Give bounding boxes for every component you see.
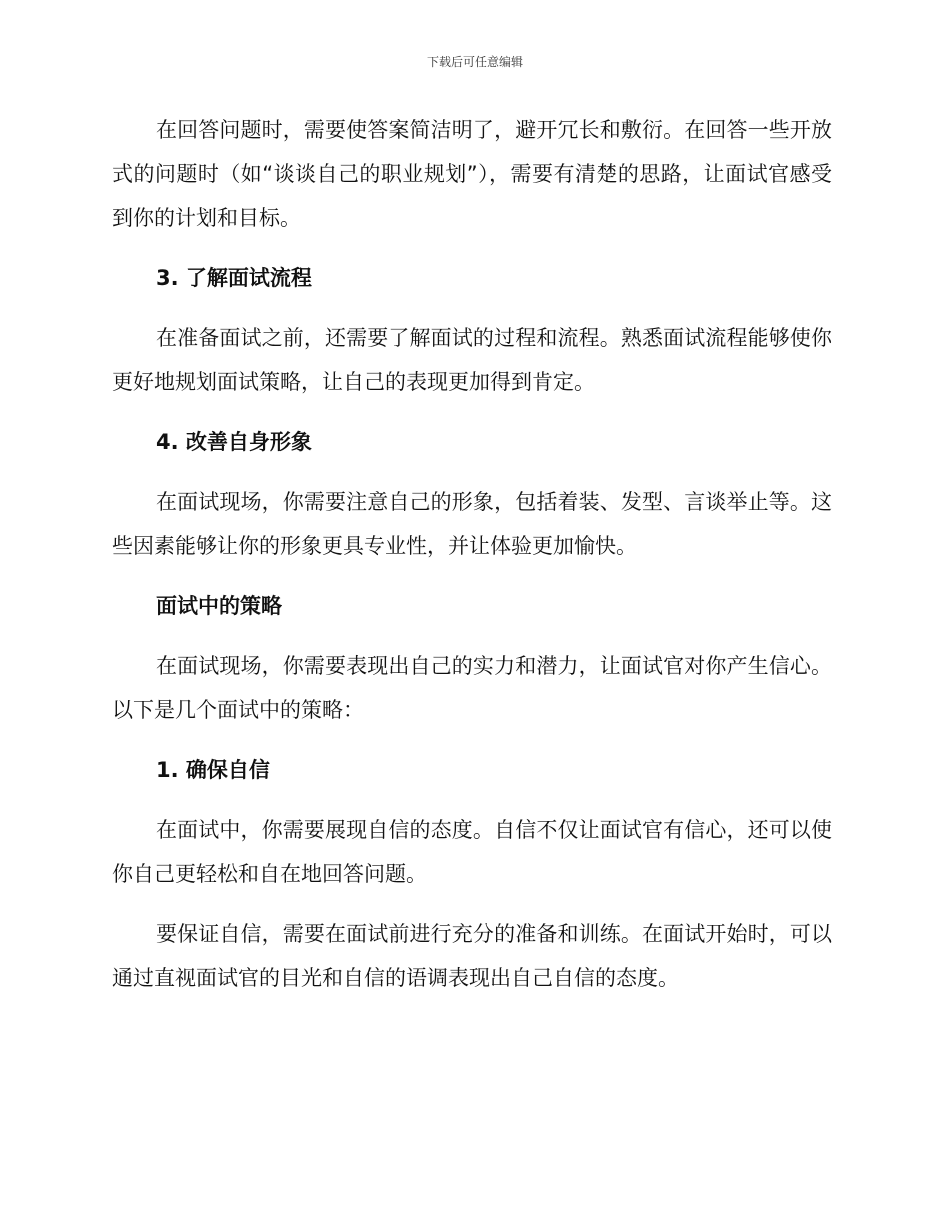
heading-understand-process: 3. 了解面试流程 xyxy=(156,266,312,290)
paragraph-confidence: 在面试中，你需要展现自信的态度。自信不仅让面试官有信心，还可以使你自己更轻松和自在地回答问题。 xyxy=(112,818,832,886)
paragraph-process: 在准备面试之前，还需要了解面试的过程和流程。熟悉面试流程能够使你更好地规划面试策略，让自己的表现更加得到肯定。 xyxy=(112,326,832,394)
spacer xyxy=(112,300,832,316)
spacer xyxy=(112,464,832,480)
paragraph-strategy-intro: 在面试现场，你需要表现出自己的实力和潜力，让面试官对你产生信心。以下是几个面试中的策略： xyxy=(112,654,832,722)
paragraph-confidence-prep: 要保证自信，需要在面试前进行充分的准备和训练。在面试开始时，可以通过直视面试官的目光和自信的语调表现出自己自信的态度。 xyxy=(112,922,832,990)
spacer xyxy=(112,732,832,748)
paragraph-image: 在面试现场，你需要注意自己的形象，包括着装、发型、言谈举止等。这些因素能够让你的形象更具专业性，并让体验更加愉快。 xyxy=(112,490,832,558)
spacer xyxy=(112,404,832,420)
page-header: 下载后可任意编辑 xyxy=(426,55,523,69)
spacer xyxy=(112,240,832,256)
heading-confidence: 1. 确保自信 xyxy=(156,758,270,782)
paragraph-answer-concise: 在回答问题时，需要使答案简洁明了，避开冗长和敷衍。在回答一些开放式的问题时（如“谈谈自己的职业规划”），需要有清楚的思路，让面试官感受到你的计划和目标。 xyxy=(112,118,832,230)
spacer xyxy=(112,792,832,808)
spacer xyxy=(112,896,832,912)
document-body xyxy=(112,108,832,1000)
spacer xyxy=(112,568,832,584)
heading-interview-strategy: 面试中的策略 xyxy=(156,594,282,618)
spacer xyxy=(112,628,832,644)
heading-improve-image: 4. 改善自身形象 xyxy=(156,430,312,454)
